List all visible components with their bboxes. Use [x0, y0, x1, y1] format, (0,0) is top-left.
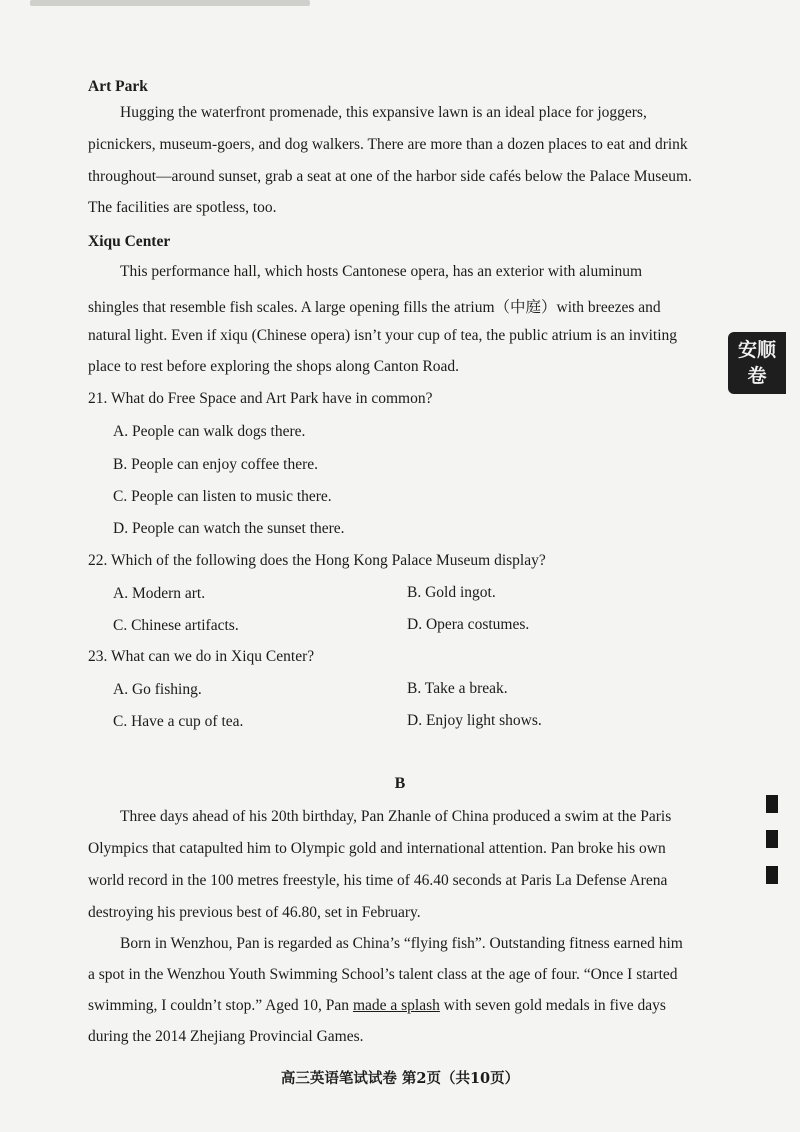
question-21-option-a: A. People can walk dogs there.: [113, 423, 306, 440]
scan-marker: [766, 830, 778, 848]
section-b-label: B: [394, 775, 406, 792]
question-22-option-a: A. Modern art.: [113, 585, 206, 602]
art-park-heading: Art Park: [88, 78, 148, 95]
section-b-line: Three days ahead of his 20th birthday, Pan Zhanle of China produced a swim at the Paris: [120, 808, 672, 825]
section-b-line: during the 2014 Zhejiang Provincial Games.: [88, 1028, 364, 1045]
art-park-line: throughout—around sunset, grab a seat at one of the harbor side cafés below the Palace Museum.: [88, 168, 692, 185]
volume-tab-line1: 安顺: [737, 339, 776, 361]
question-22-option-b: B. Gold ingot.: [407, 584, 496, 601]
xiqu-center-line: This performance hall, which hosts Cantonese opera, has an exterior with aluminum: [120, 263, 643, 280]
question-22-option-c: C. Chinese artifacts.: [113, 617, 239, 634]
section-b-line: a spot in the Wenzhou Youth Swimming School’s talent class at the age of four. “Once I started: [88, 966, 678, 983]
question-23-option-c: C. Have a cup of tea.: [113, 713, 244, 730]
volume-tab: [728, 332, 786, 394]
art-park-line: The facilities are spotless, too.: [88, 199, 277, 216]
question-23-option-d: D. Enjoy light shows.: [407, 712, 542, 729]
section-b-text: swimming, I couldn’t stop.” Aged 10, Pan: [88, 997, 353, 1014]
question-22-option-d: D. Opera costumes.: [407, 616, 530, 633]
question-22-stem: 22. Which of the following does the Hong Kong Palace Museum display?: [88, 552, 546, 569]
xiqu-center-heading: Xiqu Center: [88, 233, 171, 250]
section-b-line: [88, 997, 666, 1015]
underlined-phrase: made a splash: [352, 997, 440, 1014]
section-b-text: with seven gold medals in five days: [439, 997, 666, 1014]
xiqu-center-line: place to rest before exploring the shops along Canton Road.: [88, 358, 460, 375]
question-23-stem: 23. What can we do in Xiqu Center?: [88, 648, 315, 665]
question-23-option-b: B. Take a break.: [407, 680, 508, 697]
xiqu-center-line: shingles that resemble fish scales. A large opening fills the atrium（中庭）with breezes and: [88, 299, 661, 316]
question-21-option-b: B. People can enjoy coffee there.: [113, 456, 319, 473]
question-21-option-d: D. People can watch the sunset there.: [113, 520, 345, 537]
question-23-option-a: A. Go fishing.: [113, 681, 202, 698]
question-21-option-c: C. People can listen to music there.: [113, 488, 332, 505]
section-b-line: Born in Wenzhou, Pan is regarded as China’s “flying fish”. Outstanding fitness earned him: [120, 935, 683, 952]
art-park-line: picnickers, museum-goers, and dog walkers. There are more than a dozen places to eat and drink: [88, 136, 688, 153]
page-footer: 高三英语笔试试卷 第2页（共10页）: [280, 1070, 520, 1087]
section-b-line: Olympics that catapulted him to Olympic gold and international attention. Pan broke his own: [88, 840, 666, 857]
volume-tab-line2: 卷: [747, 365, 767, 387]
section-b-line: world record in the 100 metres freestyle, his time of 46.40 seconds at Paris La Defense Arena: [88, 872, 668, 889]
section-b-line: destroying his previous best of 46.80, set in February.: [88, 904, 421, 921]
scan-edge-bar: [30, 0, 310, 6]
scan-marker: [766, 866, 778, 884]
art-park-line: Hugging the waterfront promenade, this expansive lawn is an ideal place for joggers,: [120, 104, 647, 121]
scan-marker: [766, 795, 778, 813]
question-21-stem: 21. What do Free Space and Art Park have in common?: [88, 390, 433, 407]
xiqu-center-line: natural light. Even if xiqu (Chinese opera) isn’t your cup of tea, the public atrium is an inviting: [88, 327, 678, 344]
